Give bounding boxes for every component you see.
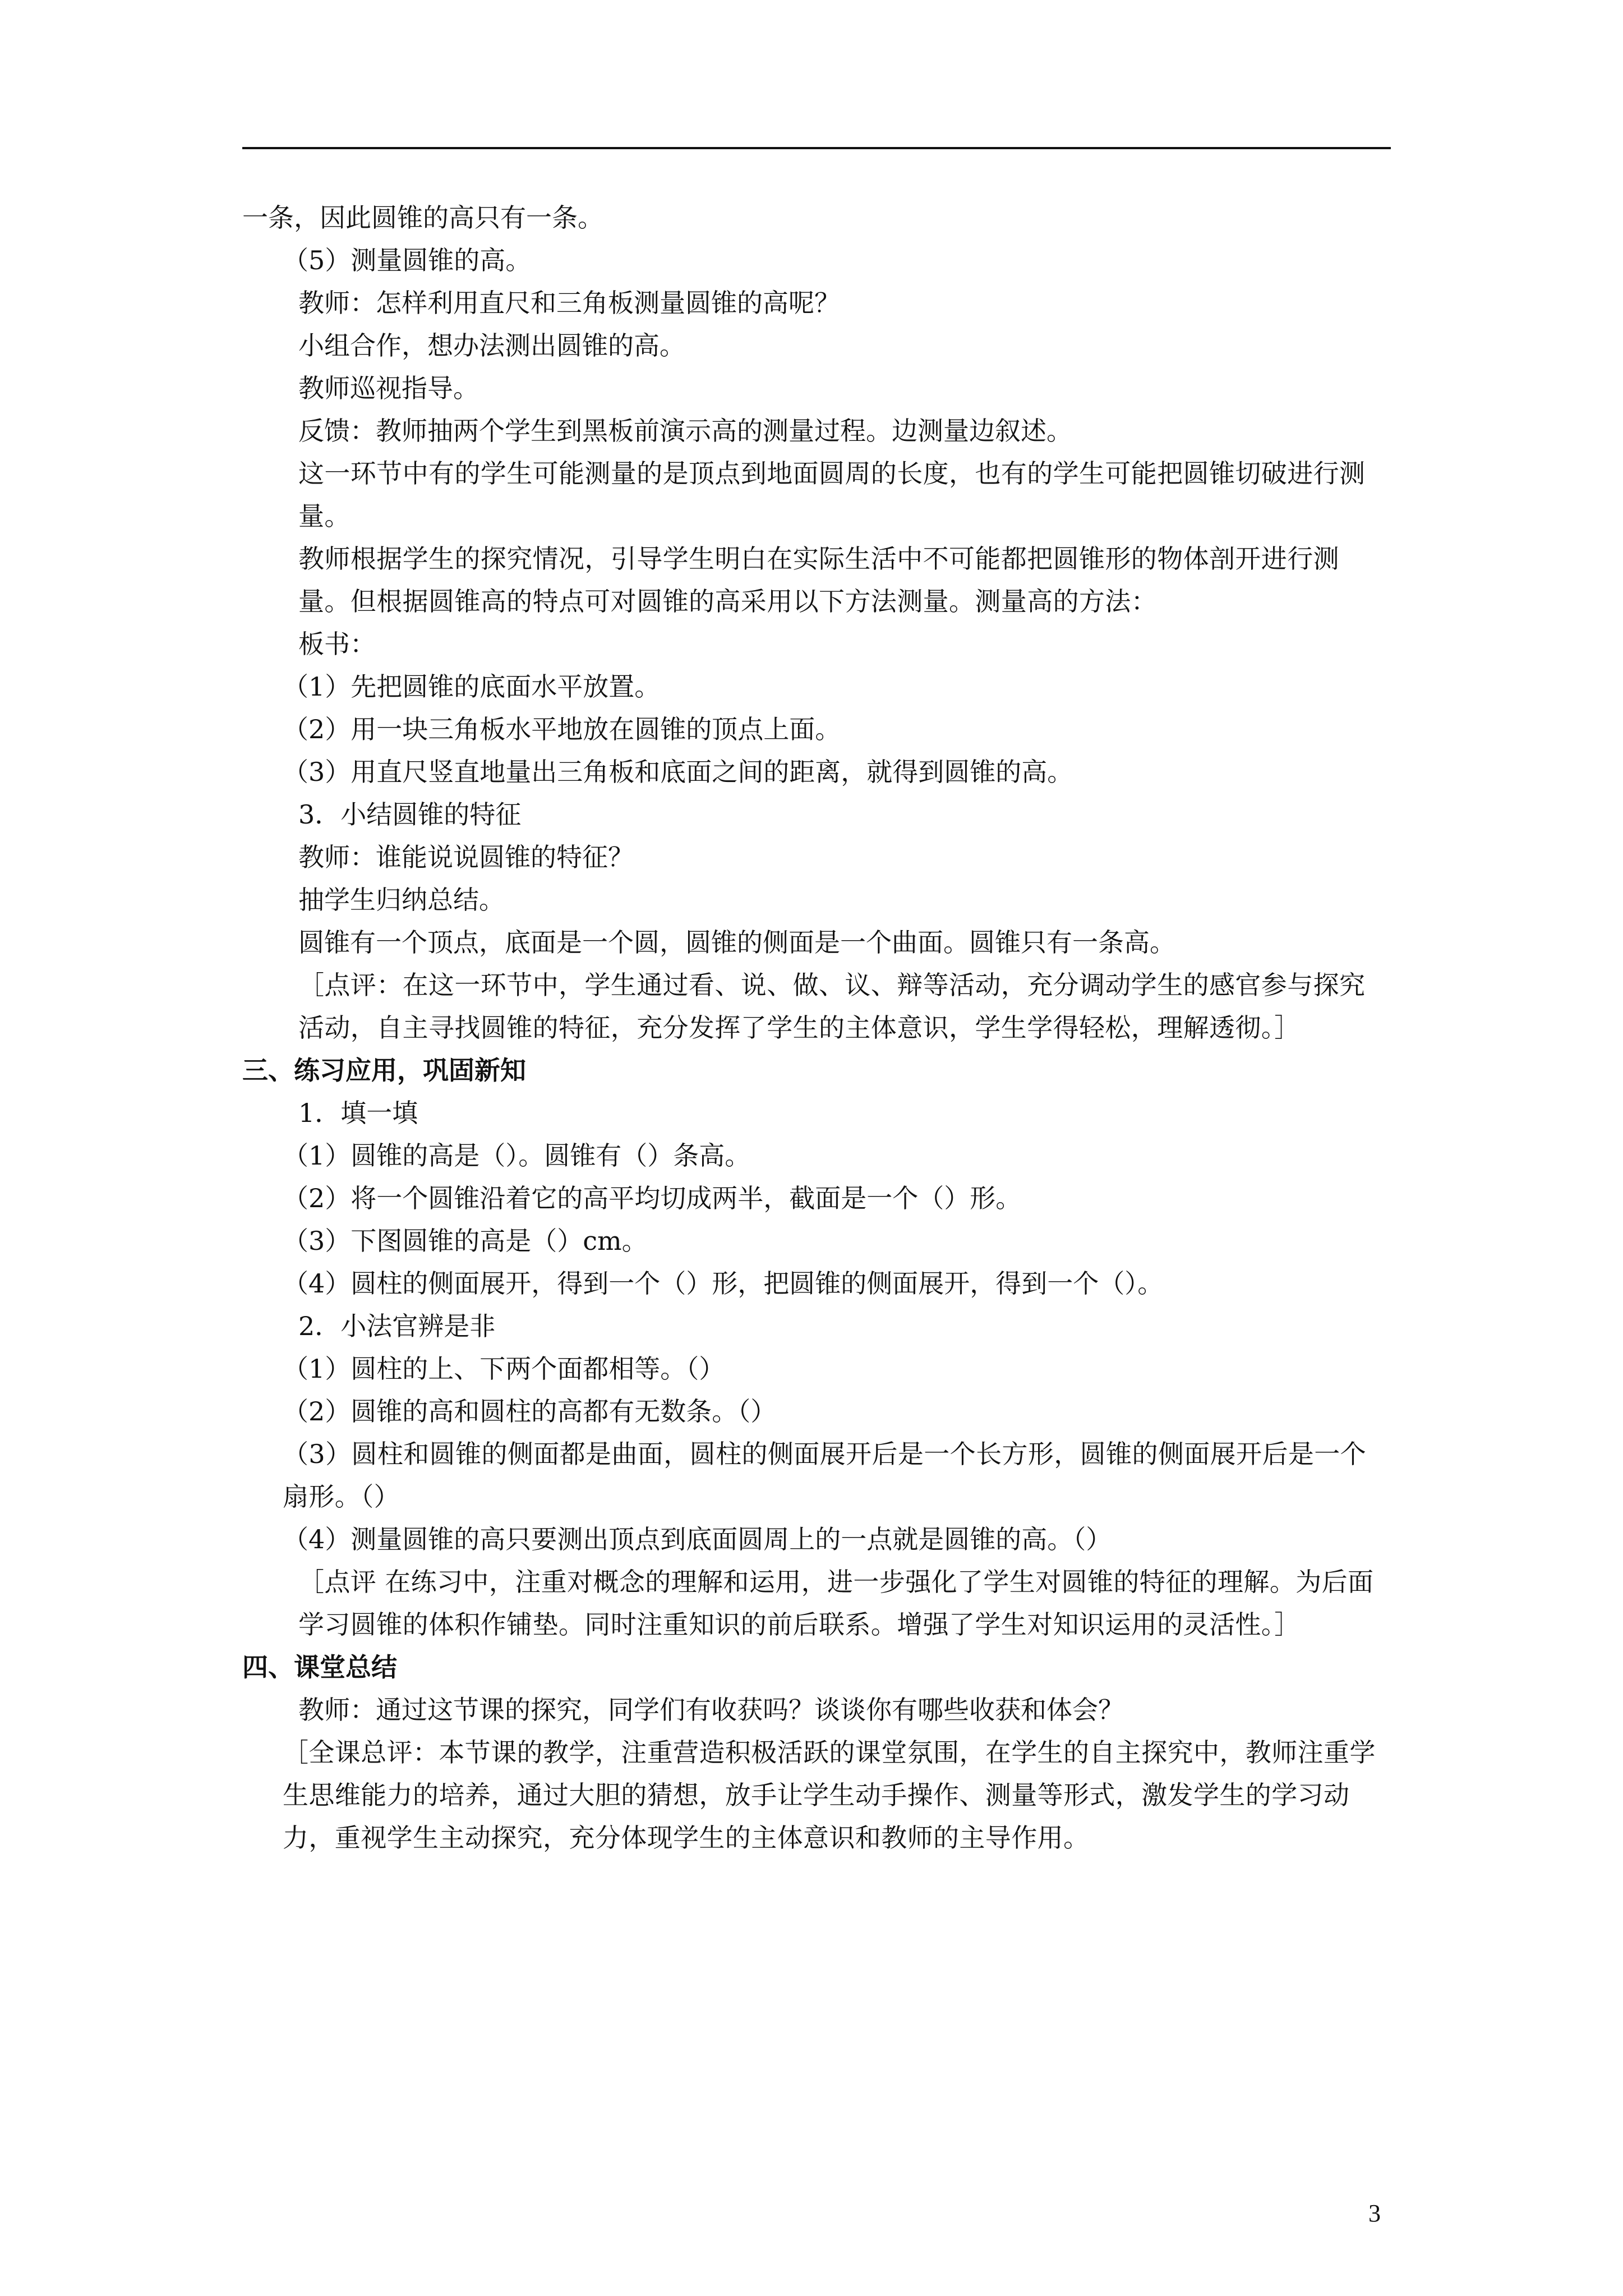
text-line: 教师：通过这节课的探究，同学们有收获吗？谈谈你有哪些收获和体会？	[298, 1695, 1124, 1725]
text-line: （1）圆柱的上、下两个面都相等。（）	[283, 1354, 725, 1384]
text-line: （2）将一个圆锥沿着它的高平均切成两半，截面是一个（）形。	[283, 1183, 1022, 1213]
text-line: （2）用一块三角板水平地放在圆锥的顶点上面。	[283, 714, 841, 744]
text-line: ［点评 在练习中，注重对概念的理解和运用，进一步强化了学生对圆锥的特征的理解。为后面学习圆锥的体积作铺垫。同时注重知识的前后联系。增强了学生对知识运用的灵活性。］	[298, 1567, 1374, 1640]
text-line: 教师根据学生的探究情况，引导学生明白在实际生活中不可能都把圆锥形的物体剖开进行测量。但根据圆锥高的特点可对圆锥的高采用以下方法测量。测量高的方法：	[298, 544, 1339, 616]
page-number: 3	[1368, 2200, 1381, 2227]
text-line: （4）测量圆锥的高只要测出顶点到底面圆周上的一点就是圆锥的高。（）	[283, 1524, 1112, 1554]
section-heading: 三、练习应用，巩固新知	[242, 1055, 526, 1085]
text-line: 1．填一填	[298, 1098, 418, 1128]
text-line: （4）圆柱的侧面展开，得到一个（）形，把圆锥的侧面展开，得到一个（）。	[283, 1268, 1164, 1299]
text-line: 抽学生归纳总结。	[298, 885, 505, 915]
header-rule	[242, 147, 1391, 149]
text-line: 板书：	[298, 629, 376, 659]
text-line: 教师巡视指导。	[298, 373, 479, 403]
text-line: 2．小法官辨是非	[298, 1311, 496, 1341]
section-heading: 四、课堂总结	[242, 1652, 397, 1682]
text-line: ［全课总评：本节课的教学，注重营造积极活跃的课堂氛围，在学生的自主探究中，教师注重学生思维能力的培养，通过大胆的猜想，放手让学生动手操作、测量等形式，激发学生的学习动力，重视学生主动探究，充分体现学生的主体意识和教师的主导作用。	[283, 1737, 1376, 1853]
text-line: （2）圆锥的高和圆柱的高都有无数条。（）	[283, 1396, 777, 1427]
text-line: 3．小结圆锥的特征	[298, 799, 522, 830]
text-line: （1）先把圆锥的底面水平放置。	[283, 671, 661, 702]
text-line: ［点评：在这一环节中，学生通过看、说、做、议、辩等活动，充分调动学生的感官参与探究活动，自主寻找圆锥的特征，充分发挥了学生的主体意识，学生学得轻松，理解透彻。］	[298, 970, 1366, 1043]
text-line: 教师：谁能说说圆锥的特征？	[298, 842, 634, 872]
text-line: 教师：怎样利用直尺和三角板测量圆锥的高呢？	[298, 288, 840, 318]
text-line: （3）用直尺竖直地量出三角板和底面之间的距离，就得到圆锥的高。	[283, 757, 1073, 787]
text-line: 这一环节中有的学生可能测量的是顶点到地面圆周的长度，也有的学生可能把圆锥切破进行测量。	[298, 458, 1366, 531]
text-line: （3）圆柱和圆锥的侧面都是曲面，圆柱的侧面展开后是一个长方形，圆锥的侧面展开后是一个扇形。（）	[283, 1439, 1367, 1512]
text-line: 圆锥有一个顶点，底面是一个圆，圆锥的侧面是一个曲面。圆锥只有一条高。	[298, 927, 1175, 958]
text-line: （1）圆锥的高是（）。圆锥有（）条高。	[283, 1140, 751, 1171]
document-body	[242, 196, 1391, 1859]
text-line: 一条，因此圆锥的高只有一条。	[242, 203, 603, 233]
text-line: 小组合作，想办法测出圆锥的高。	[298, 330, 685, 361]
text-line: 反馈：教师抽两个学生到黑板前演示高的测量过程。边测量边叙述。	[298, 416, 1072, 446]
text-line: （3）下图圆锥的高是（）cm。	[283, 1226, 648, 1256]
text-line: （5）测量圆锥的高。	[283, 245, 532, 275]
